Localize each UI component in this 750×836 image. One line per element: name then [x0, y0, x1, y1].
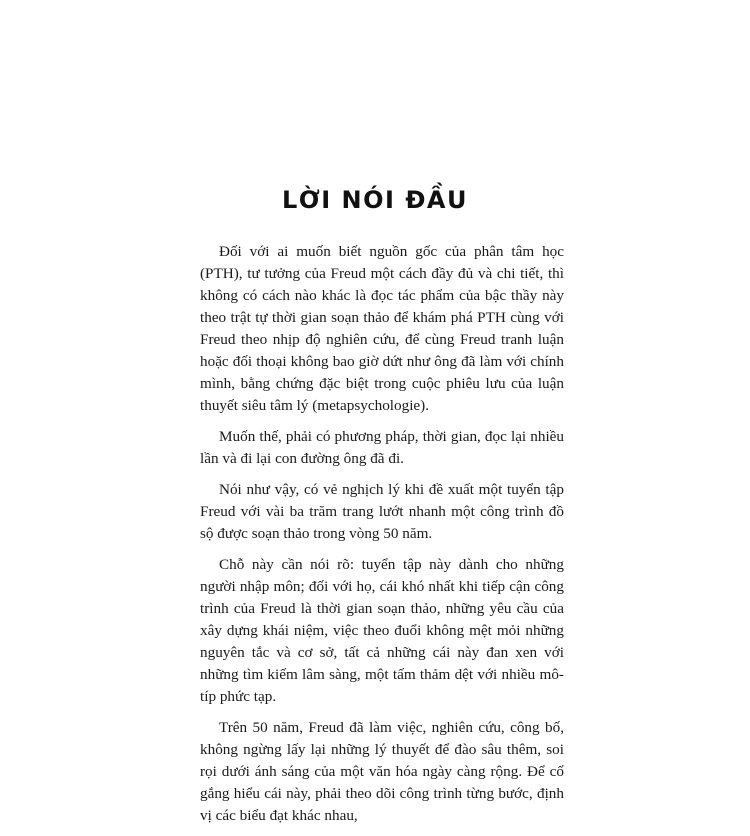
paragraph-2: Muốn thế, phải có phương pháp, thời gian, đọc lại nhiều lần và đi lại con đường ông đã đi. [200, 428, 564, 467]
paragraph-3: Nói như vậy, có vẻ nghịch lý khi đề xuất một tuyển tập Freud với vài ba trăm trang lướt nhanh một công trình đồ sộ được soạn thảo trong vòng 50 năm. [200, 481, 564, 542]
paragraph-4: Chỗ này cần nói rõ: tuyển tập này dành cho những người nhập môn; đối với họ, cái khó nhất khi tiếp cận công trình của Freud là thời gian soạn thảo, những yêu cầu của xây dựng khái niệm, việc theo đuổi không mệt mỏi những nguyên tắc và cơ sở, tất cả những cái này đan xen với những tìm kiếm lâm sàng, một tấm thảm dệt với nhiều mô-típ phức tạp. [200, 556, 564, 705]
preface-body [200, 241, 564, 836]
paragraph-1: Đối với ai muốn biết nguồn gốc của phân tâm học (PTH), tư tưởng của Freud một cách đầy đủ và chi tiết, thì không có cách nào khác là đọc tác phẩm của bậc thầy này theo trật tự thời gian soạn thảo để khám phá PTH cùng với Freud theo nhịp độ nghiên cứu, để cùng Freud tranh luận hoặc đối thoại không bao giờ dứt như ông đã làm với chính mình, bằng chứng đặc biệt trong cuộc phiêu lưu của luận thuyết siêu tâm lý (metapsychologie). [200, 243, 564, 414]
chapter-title: LỜI NÓI ĐẦU [282, 186, 468, 214]
paragraph-5: Trên 50 năm, Freud đã làm việc, nghiên cứu, công bố, không ngừng lấy lại những lý thuyết để đào sâu thêm, soi rọi dưới ánh sáng của một văn hóa ngày càng rộng. Để cố gắng hiểu cái này, phải theo dõi công trình từng bước, định vị các biểu đạt khác nhau, [200, 719, 564, 824]
